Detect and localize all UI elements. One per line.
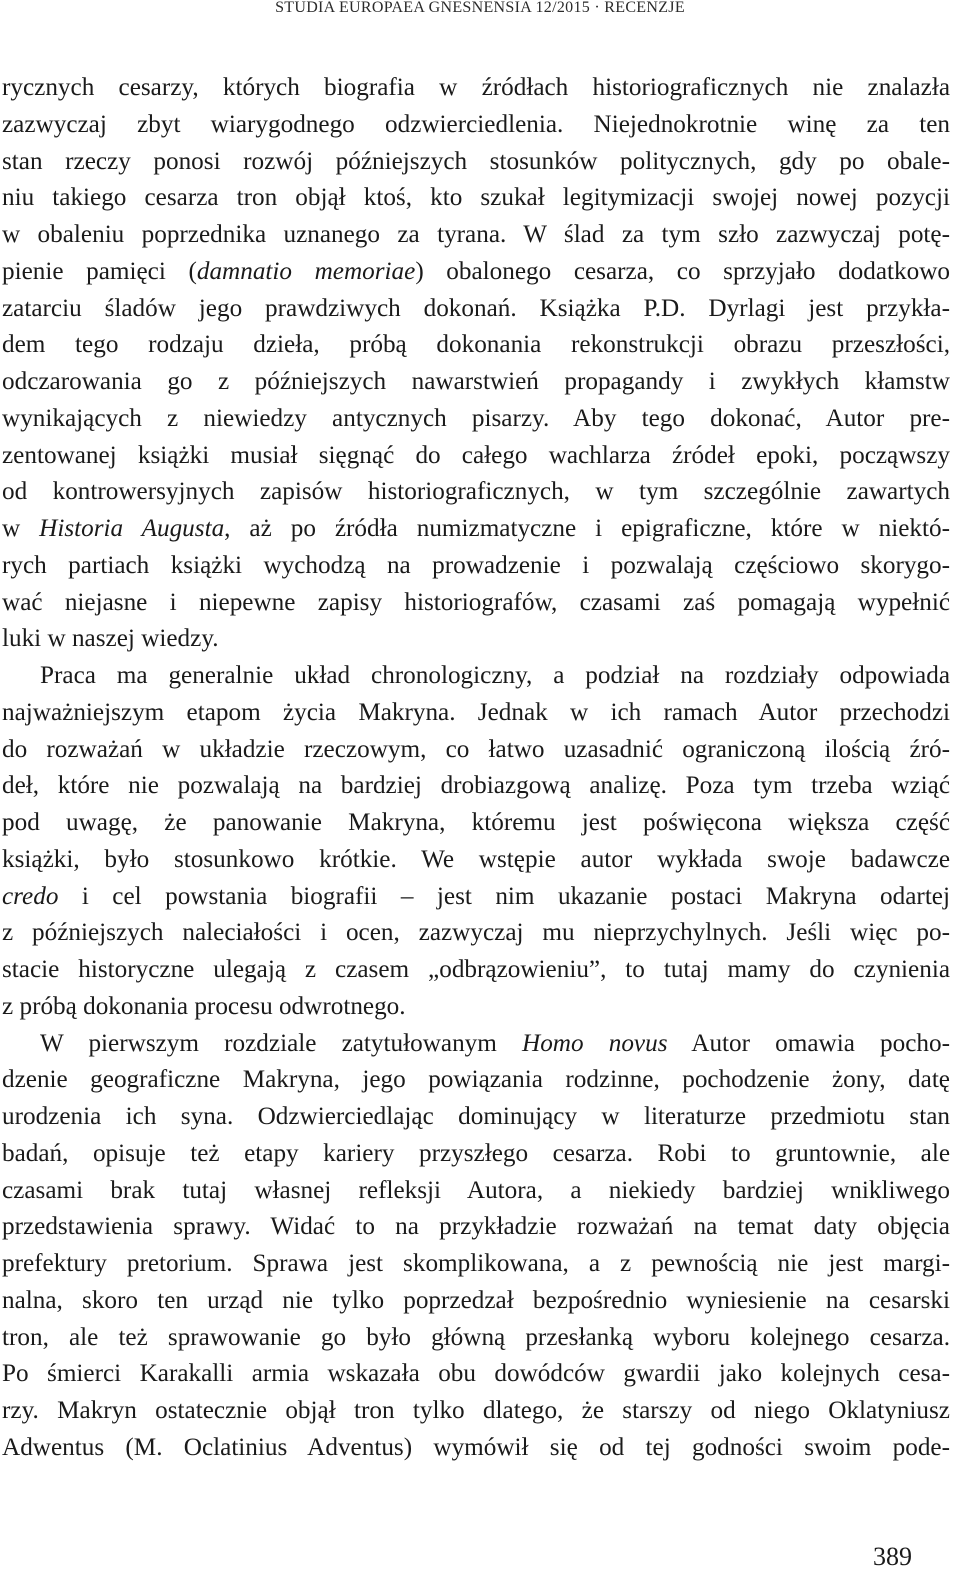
text-line: pienie pamięci (damnatio memoriae) obalonego cesarza, co sprzyjało dodatkowo — [2, 257, 951, 285]
text-line: zentowanej książki musiał sięgnąć do całego wachlarza źródeł epoki, począwszy — [2, 441, 950, 469]
text-line: prefektury pretorium. Sprawa jest skomplikowana, a z pewnością nie jest margi- — [2, 1250, 950, 1277]
text-line: tron, ale też sprawowanie go było główną przesłanką wyboru kolejnego cesarza. — [2, 1323, 950, 1351]
text-line: stan rzeczy ponosi rozwój późniejszych stosunków politycznych, gdy po obale- — [2, 147, 950, 175]
text-line: do rozważań w układzie rzeczowym, co łatwo uzasadnić ograniczoną ilością źró- — [2, 735, 950, 763]
text-line: deł, które nie pozwalają na bardziej drobiazgową analizę. Poza tym trzeba wziąć — [2, 772, 950, 800]
body-text — [2, 70, 950, 1467]
text-line: urodzenia ich syna. Odzwierciedlając dominujący w literaturze przedmiotu stan — [2, 1103, 950, 1130]
text-line: książki, było stosunkowo krótkie. We wstępie autor wykłada swoje badawcze — [2, 845, 950, 873]
text-line: luki w naszej wiedzy. — [2, 625, 219, 653]
text-line: Po śmierci Karakalli armia wskazała obu dowódców gwardii jako kolejnych cesa- — [2, 1360, 950, 1388]
running-header: STUDIA EUROPAEA GNESNENSIA 12/2015 · RECENZJE — [275, 0, 685, 16]
text-line: Adwentus (M. Oclatinius Adventus) wymówił się od tej godności swoim pode- — [2, 1433, 950, 1461]
text-line: w obaleniu poprzednika uznanego za tyrana. W ślad za tym szło zazwyczaj potę- — [2, 221, 950, 248]
page-number: 389 — [873, 1542, 912, 1571]
text-line: pod uwagę, że panowanie Makryna, któremu jest poświęcona większa część — [2, 809, 950, 836]
text-line: czasami brak tutaj własnej refleksji Autora, a niekiedy bardziej wnikliwego — [2, 1176, 950, 1204]
text-line: wać niejasne i niepewne zapisy historiografów, czasami zaś pomagają wypełnić — [2, 588, 950, 616]
text-line: od kontrowersyjnych zapisów historiograficznych, w tym szczególnie zawartych — [2, 478, 950, 506]
text-line: rycznych cesarzy, których biografia w źródłach historiograficznych nie znalazła — [2, 74, 950, 101]
text-line: odczarowania go z późniejszych nawarstwień propagandy i zwykłych kłamstw — [2, 368, 950, 395]
text-line: zazwyczaj zbyt wiarygodnego odzwierciedlenia. Niejednokrotnie winę za ten — [2, 110, 950, 138]
text-line: stacie historyczne ulegają z czasem „odbrązowieniu”, to tutaj mamy do czynienia — [2, 956, 950, 983]
text-line: z późniejszych naleciałości i ocen, zazwyczaj mu nieprzychylnych. Jeśli więc po- — [2, 919, 950, 947]
text-line: niu takiego cesarza tron objął ktoś, kto szukał legitymizacji swojej nowej pozycji — [2, 184, 950, 212]
text-line: W pierwszym rozdziale zatytułowanym Homo novus Autor omawia pocho- — [40, 1029, 950, 1057]
text-line: przedstawienia sprawy. Widać to na przykładzie rozważań na temat daty objęcia — [2, 1213, 950, 1241]
text-line: najważniejszym etapom życia Makryna. Jednak w ich ramach Autor przechodzi — [2, 698, 950, 726]
text-line: zatarciu śladów jego prawdziwych dokonań. Książka P.D. Dyrlagi jest przykła- — [2, 294, 950, 322]
text-line: w Historia Augusta, aż po źródła numizmatyczne i epigraficzne, które w niektó- — [2, 515, 950, 542]
text-line: credo i cel powstania biografii – jest nim ukazanie postaci Makryna odartej — [2, 882, 950, 910]
text-line: Praca ma generalnie układ chronologiczny, a podział na rozdziały odpowiada — [40, 662, 950, 689]
text-line: nalna, skoro ten urząd nie tylko poprzedzał bezpośrednio wyniesienie na cesarski — [2, 1286, 950, 1314]
text-line: badań, opisuje też etapy kariery przyszłego cesarza. Robi to gruntownie, ale — [2, 1139, 950, 1167]
text-line: z próbą dokonania procesu odwrotnego. — [2, 992, 406, 1020]
text-line: dem tego rodzaju dzieła, próbą dokonania rekonstrukcji obrazu przeszłości, — [2, 331, 950, 359]
text-line: rzy. Makryn ostatecznie objął tron tylko dlatego, że starszy od niego Oklatyniusz — [2, 1397, 950, 1424]
text-line: dzenie geograficzne Makryna, jego powiązania rodzinne, pochodzenie żony, datę — [2, 1066, 950, 1094]
text-line: wynikających z niewiedzy antycznych pisarzy. Aby tego dokonać, Autor pre- — [2, 404, 950, 432]
text-line: rych partiach książki wychodzą na prowadzenie i pozwalają częściowo skorygo- — [2, 551, 950, 579]
